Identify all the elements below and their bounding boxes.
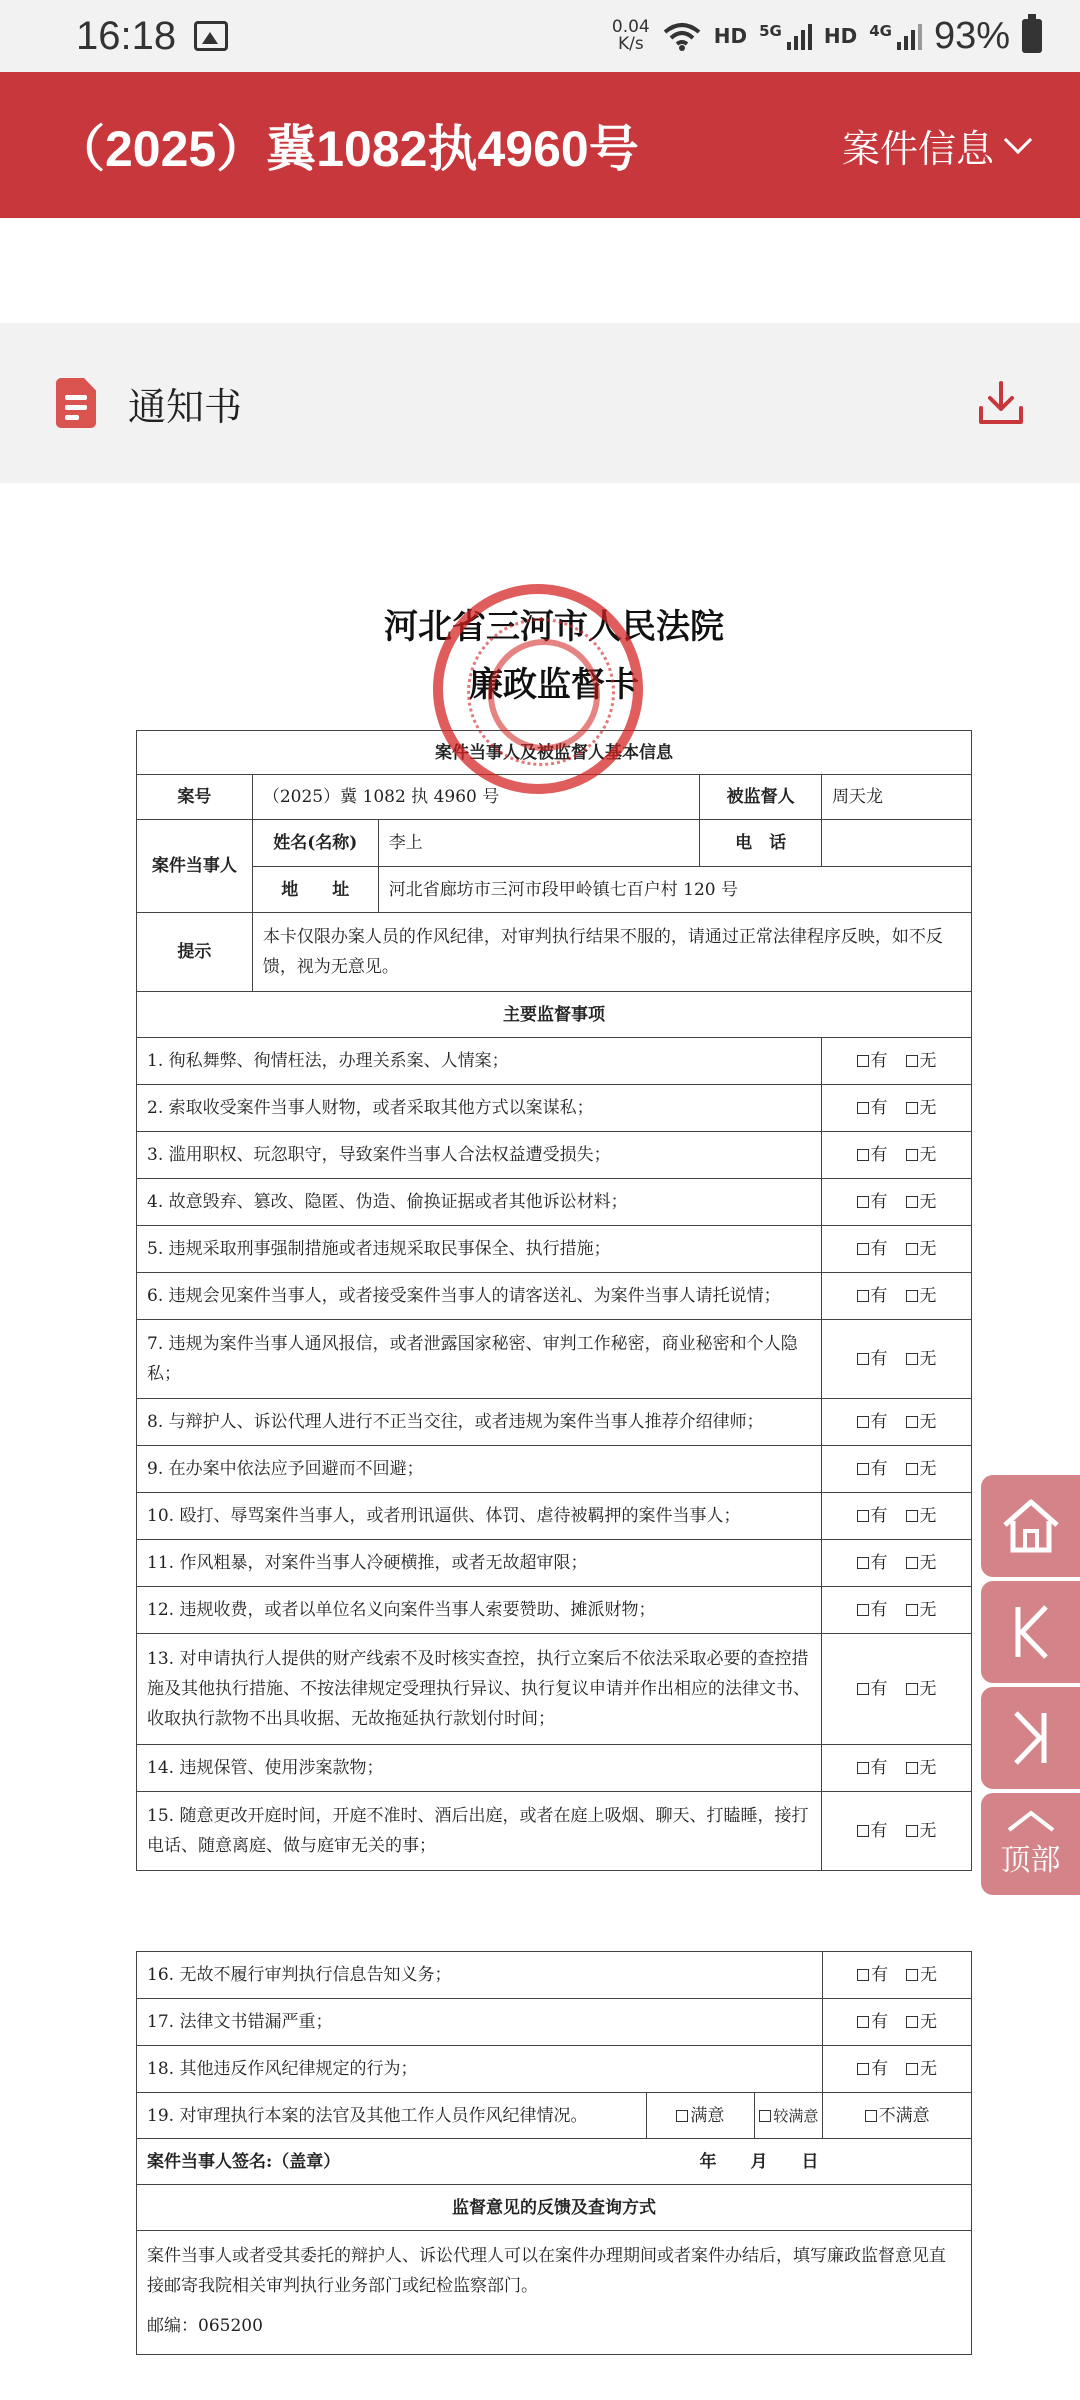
option-no-label: 无 [919,1758,937,1778]
supervision-item-text: 12. 违规收费，或者以单位名义向案件当事人索要赞助、摊派财物； [137,1587,822,1634]
checkbox-icon [906,2016,918,2028]
checkbox-icon [906,1416,918,1428]
supervision-item-row [137,1634,972,1745]
signal-icon-1 [786,22,812,50]
option-yes-label: 有 [870,1145,888,1165]
checkbox-icon [906,1510,918,1522]
postcode: 邮编：065200 [147,2316,263,2336]
supervision-item-row [137,1792,972,1871]
network-speed-unit: K/s [617,34,644,54]
last-page-icon [1006,1708,1056,1768]
option-yes-label: 有 [870,1758,888,1778]
option-no-label: 无 [919,1098,937,1118]
yes-no-options [822,1446,972,1493]
checkbox-icon [857,1149,869,1161]
network-speed-value: 0.04 [611,17,650,37]
case-info-dropdown[interactable] [842,118,1028,173]
checkbox-icon [676,2110,688,2122]
supervision-item-text: 10. 殴打、辱骂案件当事人，或者刑讯逼供、体罚、虐待被羁押的案件当事人； [137,1493,822,1540]
option-yes-label: 有 [870,1349,888,1369]
case-no-value: （2025）冀 1082 执 4960 号 [252,775,699,820]
option-no-label: 无 [919,1553,937,1573]
option-no-label: 无 [919,1506,937,1526]
hint-text: 本卡仅限办案人员的作风纪律，对审判执行结果不服的，请通过正常法律程序反映，如不反馈，视为无意见。 [252,913,971,992]
option-yes-label: 有 [870,1286,888,1306]
section1-title: 案件当事人及被监督人基本信息 [137,731,972,775]
supervision-item-row [137,1085,972,1132]
option-no-label: 无 [919,1412,937,1432]
hd-label-1: HD [713,24,748,48]
status-indicators [612,15,1042,58]
yes-no-options [822,1634,972,1745]
yes-no-options [822,1792,972,1871]
checkbox-icon [857,1055,869,1067]
status-bar [0,0,1080,72]
supervision-item-row [137,1999,972,2046]
checkbox-icon [857,2063,869,2075]
rating-satisfied [646,2093,755,2139]
supervision-item-text: 11. 作风粗暴，对案件当事人冷硬横推，或者无故超审限； [137,1540,822,1587]
court-heading [136,590,972,730]
item-19: 19. 对审理执行本案的法官及其他工作人员作风纪律情况。 [137,2093,647,2139]
checkbox-icon [857,2016,869,2028]
yes-no-options [822,1179,972,1226]
checkbox-icon [906,1353,918,1365]
option-no-label: 无 [919,1145,937,1165]
supervised-label: 被监督人 [700,775,822,820]
supervision-item-text: 5. 违规采取刑事强制措施或者违规采取民事保全、执行措施； [137,1226,822,1273]
option-no-label: 无 [919,1239,937,1259]
option-yes-label: 有 [871,2012,889,2032]
option-no-label: 无 [919,1459,937,1479]
status-time: 16:18 [76,13,177,58]
supervised-value: 周天龙 [822,775,972,820]
checkbox-icon [906,2063,918,2075]
checkbox-icon [857,1969,869,1981]
yes-no-options [822,1399,972,1446]
option-yes-label: 有 [870,1679,888,1699]
checkbox-icon [906,1055,918,1067]
yes-no-options [822,1038,972,1085]
checkbox-icon [857,1557,869,1569]
supervision-item-text: 4. 故意毁弃、篡改、隐匿、伪造、偷换证据或者其他诉讼材料； [137,1179,822,1226]
hint-label: 提示 [137,913,253,992]
option-yes-label: 有 [870,1412,888,1432]
option-no-label: 无 [919,1051,937,1071]
checkbox-icon [906,1825,918,1837]
feedback-text: 案件当事人或者受其委托的辩护人、诉讼代理人可以在案件办理期间或者案件办结后，填写廉政监督意见直接邮寄我院相关审判执行业务部门或纪检监察部门。 [147,2246,946,2296]
supervision-item-row [137,1320,972,1399]
option-no-label: 无 [919,1600,937,1620]
yes-no-options [822,1085,972,1132]
rating-unsatisfied-label: 不满意 [878,2105,930,2126]
court-name: 河北省三河市人民法院 [384,607,724,647]
yes-no-options [822,1745,972,1792]
signature-label: 案件当事人签名:（盖章） [137,2139,690,2185]
checkbox-icon [857,1353,869,1365]
phone-value [822,820,972,867]
last-page-button[interactable] [981,1687,1080,1789]
option-yes-label: 有 [870,1459,888,1479]
signature-date: 年 月 日 [690,2139,972,2185]
supervision-items-page2 [137,1952,972,2093]
back-to-top-label: 顶部 [1000,1843,1061,1878]
supervision-item-row [137,1952,972,1999]
rating-fairly-satisfied [755,2093,823,2139]
yes-no-options [822,1540,972,1587]
supervision-item-row [137,1540,972,1587]
first-page-button[interactable] [981,1581,1080,1683]
yes-no-options [822,1226,972,1273]
rating-satisfied-label: 满意 [690,2105,725,2126]
option-yes-label: 有 [870,1239,888,1259]
supervision-item-row [137,1038,972,1085]
checkbox-icon [906,1557,918,1569]
option-no-label: 无 [920,2012,938,2032]
checkbox-icon [906,1196,918,1208]
supervision-item-text: 18. 其他违反作风纪律规定的行为； [137,2046,823,2093]
checkbox-icon [857,1243,869,1255]
option-yes-label: 有 [870,1051,888,1071]
checkbox-icon [857,1290,869,1302]
supervision-item-text: 17. 法律文书错漏严重； [137,1999,823,2046]
battery-percent: 93% [933,14,1010,57]
option-yes-label: 有 [870,1098,888,1118]
checkbox-icon [857,1683,869,1695]
document-header [0,323,1080,483]
signal-4g-label: 4G [869,22,892,40]
phone-label: 电 话 [700,820,822,867]
checkbox-icon [906,1290,918,1302]
option-no-label: 无 [919,1192,937,1212]
checkbox-icon [906,1969,918,1981]
checkbox-icon [857,1463,869,1475]
card-title: 廉政监督卡 [469,665,639,705]
supervision-card-table-page2 [136,1951,972,2355]
document-icon [56,378,96,428]
case-info-label: 案件信息 [841,126,994,171]
checkbox-icon [857,1416,869,1428]
hd-label-2: HD [823,24,858,48]
option-yes-label: 有 [871,2059,889,2079]
case-no-label: 案号 [137,775,253,820]
chevron-up-icon [1005,1809,1057,1833]
signal-5g-label: 5G [759,22,782,40]
document-title: 通知书 [128,384,243,429]
yes-no-options [822,1493,972,1540]
supervision-item-text: 6. 违规会见案件当事人，或者接受案件当事人的请客送礼、为案件当事人请托说情； [137,1273,822,1320]
checkbox-icon [857,1762,869,1774]
rating-unsatisfied [823,2093,972,2139]
supervision-item-text: 7. 违规为案件当事人通风报信，或者泄露国家秘密、审判工作秘密，商业秘密和个人隐私； [137,1320,822,1399]
supervision-item-row [137,1446,972,1493]
signal-icon-2 [896,22,922,50]
supervision-item-text: 16. 无故不履行审判执行信息告知义务； [137,1952,823,1999]
checkbox-icon [857,1102,869,1114]
yes-no-options [822,1587,972,1634]
supervision-card-table [136,730,972,1871]
download-icon[interactable] [976,378,1026,428]
back-to-top-button[interactable] [981,1793,1080,1895]
checkbox-icon [906,1683,918,1695]
supervision-item-text: 13. 对申请执行人提供的财产线索不及时核实查控，执行立案后不依法采取必要的查控措施及其他执行措施、不按法律规定受理执行异议、执行复议申请并作出相应的法律文书、收取执行款物不出具收据、无故拖延执行款划付时间； [137,1634,822,1745]
checkbox-icon [906,1149,918,1161]
yes-no-options [822,1132,972,1179]
checkbox-icon [759,2110,771,2122]
option-no-label: 无 [919,1286,937,1306]
checkbox-icon [906,1762,918,1774]
yes-no-options [823,2046,972,2093]
option-no-label: 无 [919,1679,937,1699]
option-yes-label: 有 [870,1192,888,1212]
checkbox-icon [906,1463,918,1475]
wifi-icon [662,21,702,51]
supervision-item-text: 1. 徇私舞弊、徇情枉法，办理关系案、人情案； [137,1038,822,1085]
option-no-label: 无 [920,2059,938,2079]
yes-no-options [822,1320,972,1399]
battery-icon [1022,19,1042,53]
yes-no-options [822,1273,972,1320]
case-title: （2025）冀1082执4960号 [55,121,639,177]
supervision-item-row [137,1226,972,1273]
supervision-item-row [137,2046,972,2093]
option-yes-label: 有 [870,1821,888,1841]
rating-fairly-satisfied-label: 较满意 [773,2106,819,2125]
checkbox-icon [865,2110,877,2122]
option-no-label: 无 [919,1349,937,1369]
supervision-item-row [137,1493,972,1540]
option-no-label: 无 [919,1821,937,1841]
checkbox-icon [906,1604,918,1616]
home-icon [1000,1497,1062,1555]
checkbox-icon [906,1243,918,1255]
checkbox-icon [857,1825,869,1837]
document-sheet [136,590,972,2355]
address-value: 河北省廊坊市三河市段甲岭镇七百户村 120 号 [378,867,971,913]
supervision-item-row [137,1399,972,1446]
home-button[interactable] [981,1475,1080,1577]
supervision-item-text: 2. 索取收受案件当事人财物，或者采取其他方式以案谋私； [137,1085,822,1132]
checkbox-icon [857,1604,869,1616]
checkbox-icon [906,1102,918,1114]
app-bar [0,72,1080,218]
feedback-title: 监督意见的反馈及查询方式 [137,2185,972,2231]
network-speed [612,19,650,53]
first-page-icon [1006,1602,1056,1662]
supervision-items [137,1038,972,1871]
name-value: 李上 [378,820,699,867]
section2-title: 主要监督事项 [137,992,972,1038]
supervision-item-text: 14. 违规保管、使用涉案款物； [137,1745,822,1792]
yes-no-options [823,1952,972,1999]
option-yes-label: 有 [870,1506,888,1526]
chevron-down-icon [1004,126,1032,154]
yes-no-options [823,1999,972,2046]
supervision-item-row [137,1273,972,1320]
option-yes-label: 有 [870,1600,888,1620]
supervision-item-row [137,1745,972,1792]
feedback-cell [137,2231,972,2355]
option-yes-label: 有 [870,1553,888,1573]
option-yes-label: 有 [871,1965,889,1985]
checkbox-icon [857,1196,869,1208]
supervision-item-row [137,1132,972,1179]
gallery-icon [194,21,228,51]
supervision-item-text: 15. 随意更改开庭时间，开庭不准时、酒后出庭，或者在庭上吸烟、聊天、打瞌睡，接打电话、随意离庭、做与庭审无关的事； [137,1792,822,1871]
supervision-item-text: 9. 在办案中依法应予回避而不回避； [137,1446,822,1493]
name-label: 姓名(名称) [252,820,378,867]
supervision-item-text: 8. 与辩护人、诉讼代理人进行不正当交往，或者违规为案件当事人推荐介绍律师； [137,1399,822,1446]
supervision-item-row [137,1179,972,1226]
party-label: 案件当事人 [137,820,253,913]
address-label: 地 址 [252,867,378,913]
checkbox-icon [857,1510,869,1522]
option-no-label: 无 [920,1965,938,1985]
supervision-item-row [137,1587,972,1634]
supervision-item-text: 3. 滥用职权、玩忽职守，导致案件当事人合法权益遭受损失； [137,1132,822,1179]
